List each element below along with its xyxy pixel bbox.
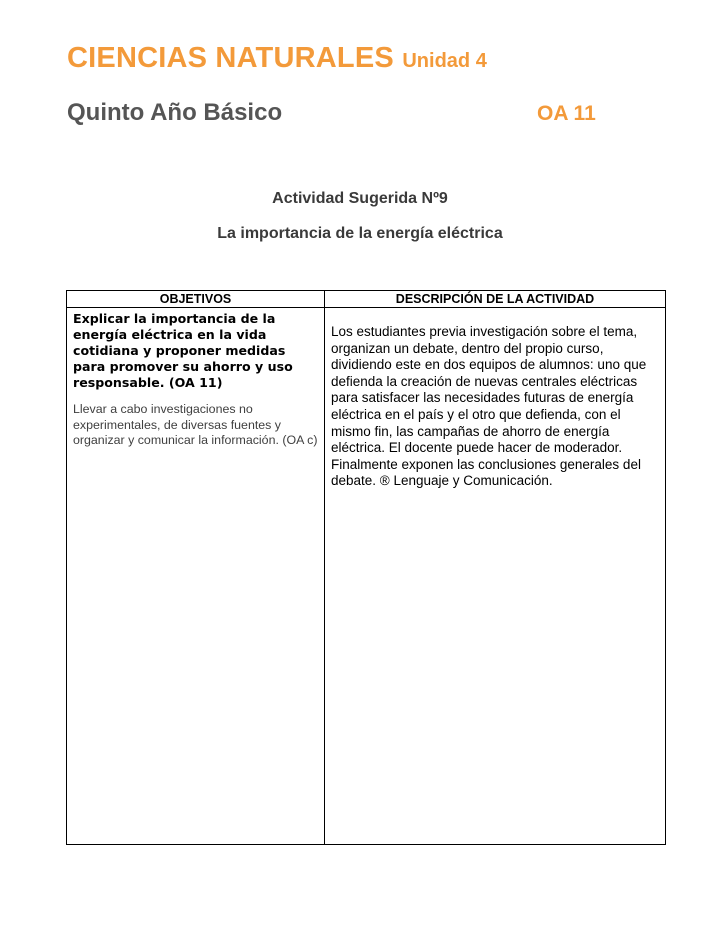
grade-label: Quinto Año Básico <box>67 99 283 126</box>
activity-description: Los estudiantes previa investigación sobre el tema, organizan un debate, dentro del propio curso, dividiendo este en dos equipos de alumnos: uno que defienda la creación de nuevas centrales eléctricas para satisfacer las necesidades futuras de energía eléctrica en el país y el otro que defienda, con el mismo fin, las campañas de ahorro de energía eléctrica. El docente puede hacer de moderador. Finalmente exponen las conclusiones generales del debate. ® Lenguaje y Comunicación. <box>331 324 647 489</box>
objective-main-text: Explicar la importancia de la energía eléctrica en la vida cotidiana y proponer medidas para promover su ahorro y uso responsable. (OA 11) <box>73 311 293 390</box>
unit-label: Unidad 4 <box>402 50 487 72</box>
oa-label: OA 11 <box>537 102 596 125</box>
header-descripcion: DESCRIPCIÓN DE LA ACTIVIDAD <box>395 292 595 306</box>
header-objetivos: OBJETIVOS <box>159 292 232 306</box>
subject-title: CIENCIAS NATURALES <box>67 42 394 74</box>
activity-title: Actividad Sugerida Nº9 <box>272 190 448 207</box>
document-title <box>67 42 487 75</box>
activity-subtitle: La importancia de la energía eléctrica <box>217 225 503 242</box>
column-divider <box>324 291 325 844</box>
activity-table <box>66 290 666 845</box>
objective-secondary-text: Llevar a cabo investigaciones no experimentales, de diversas fuentes y organizar y comunicar la información. (OA c) <box>73 402 318 447</box>
table-header-row <box>67 291 665 308</box>
